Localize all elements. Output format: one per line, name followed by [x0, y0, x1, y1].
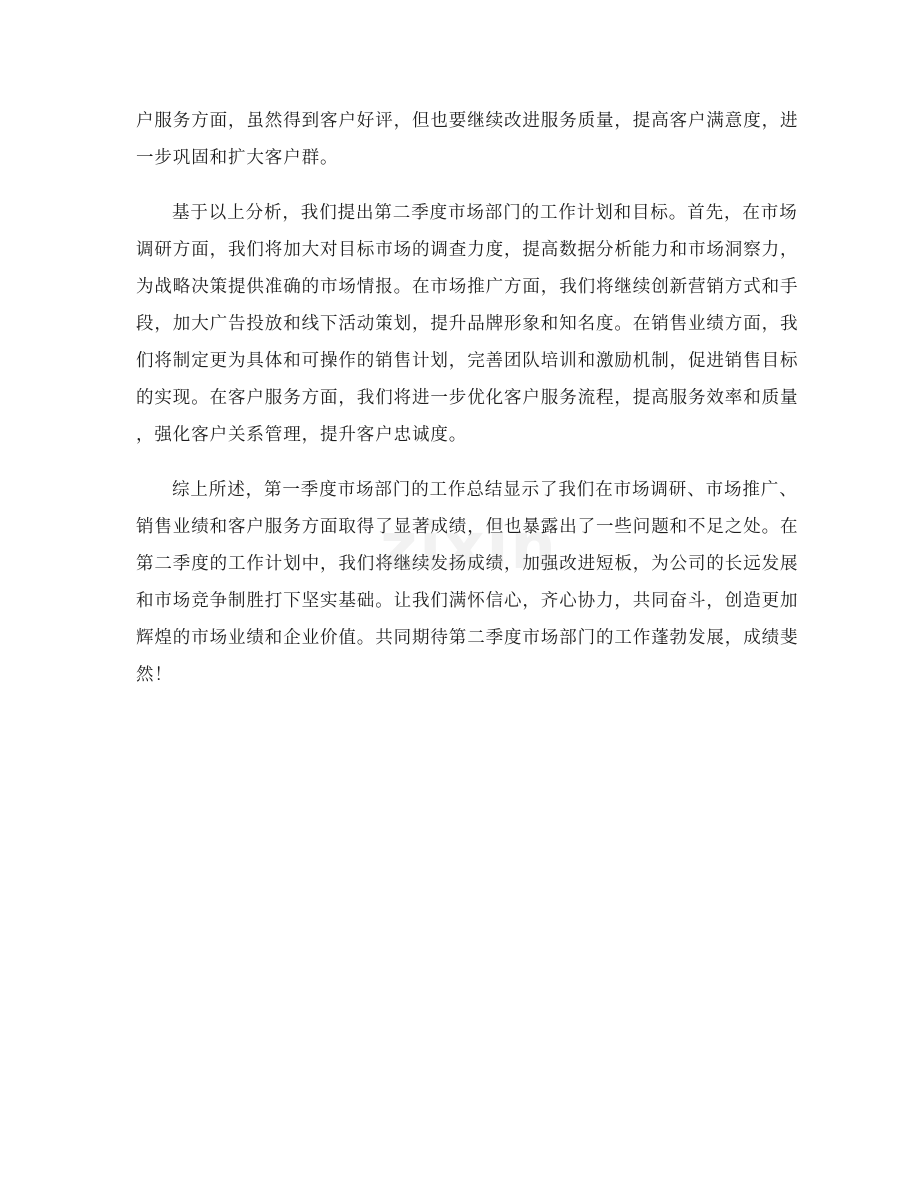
paragraph-1 [136, 103, 799, 177]
text-line: 们将制定更为具体和可操作的销售计划，完善团队培训和激励机制，促进销售目标 [136, 351, 799, 371]
text-line: 第二季度的工作计划中，我们将继续发扬成绩，加强改进短板，为公司的长远发展 [136, 554, 799, 574]
paragraph-3 [136, 472, 799, 694]
text-line: 的实现。在客户服务方面，我们将进一步优化客户服务流程，提高服务效率和质量 [136, 388, 799, 408]
text-line: 和市场竞争制胜打下坚实基础。让我们满怀信心，齐心协力，共同奋斗，创造更加 [136, 591, 799, 611]
text-line-content: 基于以上分析，我们提出第二季度市场部门的工作计划和目标。首先，在市场 [172, 203, 798, 223]
text-line: 销售业绩和客户服务方面取得了显著成绩，但也暴露出了一些问题和不足之处。在 [136, 517, 799, 537]
document-body [136, 103, 799, 694]
text-line: 户服务方面，虽然得到客户好评，但也要继续改进服务质量，提高客户满意度，进 [136, 111, 799, 131]
text-line: ，强化客户关系管理，提升客户忠诚度。 [136, 425, 468, 445]
text-line: 然！ [136, 665, 173, 685]
watermark: zixin [380, 510, 558, 584]
text-line [136, 195, 798, 232]
text-line-content: 综上所述，第一季度市场部门的工作总结显示了我们在市场调研、市场推广、 [172, 480, 798, 500]
text-line: 为战略决策提供准确的市场情报。在市场推广方面，我们将继续创新营销方式和手 [136, 277, 799, 297]
text-line [136, 472, 798, 509]
paragraph-2 [136, 195, 799, 454]
text-line: 辉煌的市场业绩和企业价值。共同期待第二季度市场部门的工作蓬勃发展，成绩斐 [136, 628, 799, 648]
text-line: 一步巩固和扩大客户群。 [136, 148, 339, 168]
text-line: 调研方面，我们将加大对目标市场的调查力度，提高数据分析能力和市场洞察力， [136, 240, 799, 260]
text-line: 段，加大广告投放和线下活动策划，提升品牌形象和知名度。在销售业绩方面，我 [136, 314, 799, 334]
